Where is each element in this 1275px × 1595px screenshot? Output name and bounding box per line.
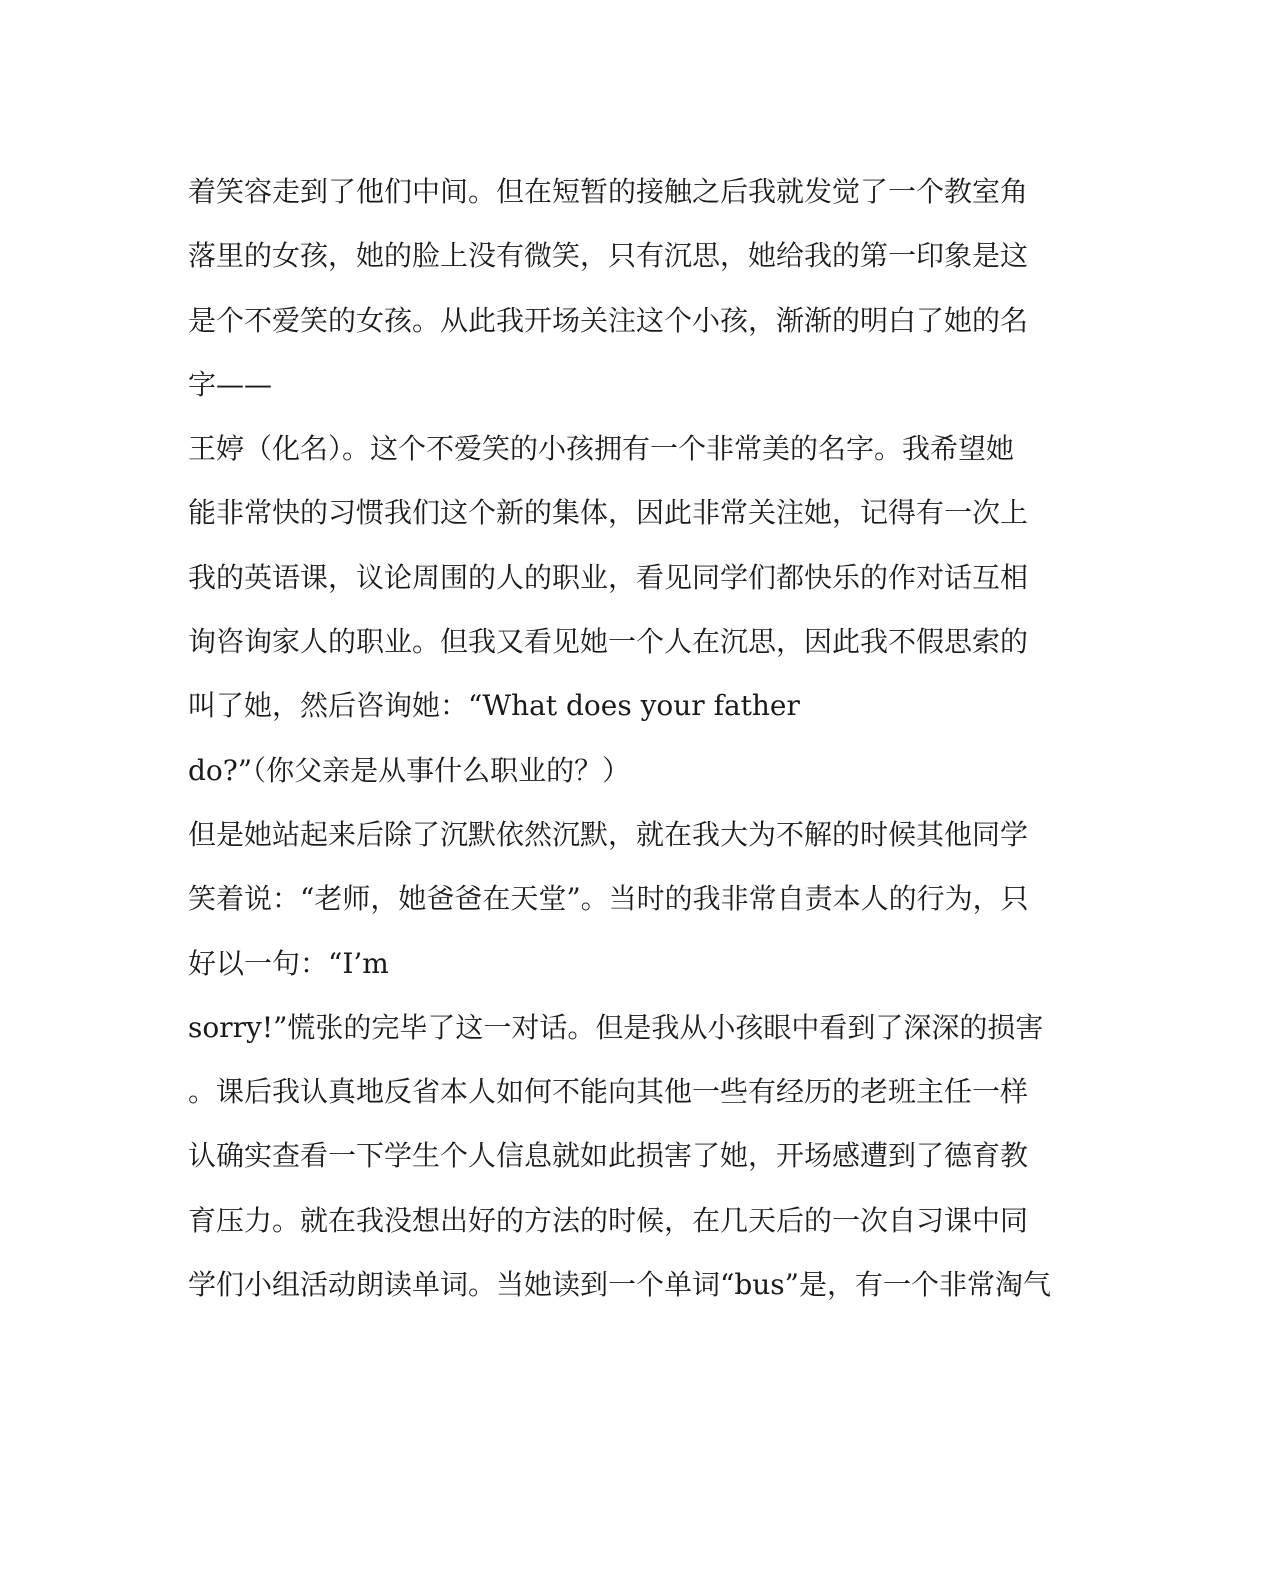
text-line: sorry!”慌张的完毕了这一对话。但是我从小孩眼中看到了深深的损害 (188, 1010, 1044, 1044)
text-line: 好以一句：“I’m (188, 946, 389, 980)
text-line: 我的英语课，议论周围的人的职业，看见同学们都快乐的作对话互相 (188, 560, 1029, 594)
text-line: 询咨询家人的职业。但我又看见她一个人在沉思，因此我不假思索的 (188, 625, 1029, 659)
text-line: 落里的女孩，她的脸上没有微笑，只有沉思，她给我的第一印象是这 (188, 239, 1029, 273)
text-line: 着笑容走到了他们中间。但在短暂的接触之后我就发觉了一个教室角 (188, 175, 1029, 208)
text-line: 笑着说：“老师，她爸爸在天堂”。当时的我非常自责本人的行为，只 (188, 882, 1029, 916)
text-line: 字—— (188, 367, 273, 401)
text-line: 但是她站起来后除了沉默依然沉默，就在我大为不解的时候其他同学 (188, 817, 1029, 851)
text-line: do?”（你父亲是从事什么职业的？） (188, 753, 631, 787)
text-line: 王婷（化名）。这个不爱笑的小孩拥有一个非常美的名字。我希望她 (188, 432, 1015, 466)
text-line: 学们小组活动朗读单词。当她读到一个单词“bus”是，有一个非常淘气 (188, 1268, 1051, 1302)
body-text (188, 160, 1068, 1317)
text-line: 是个不爱笑的女孩。从此我开场关注这个小孩，渐渐的明白了她的名 (188, 303, 1029, 337)
text-line: 。课后我认真地反省本人如何不能向其他一些有经历的老班主任一样 (188, 1075, 1029, 1109)
text-line: 育压力。就在我没想出好的方法的时候，在几天后的一次自习课中同 (188, 1203, 1029, 1237)
text-line: 叫了她，然后咨询她：“What does your father (188, 689, 800, 723)
text-line: 认确实查看一下学生个人信息就如此损害了她，开场感遭到了德育教 (188, 1139, 1029, 1173)
text-line: 能非常快的习惯我们这个新的集体，因此非常关注她，记得有一次上 (188, 496, 1029, 530)
